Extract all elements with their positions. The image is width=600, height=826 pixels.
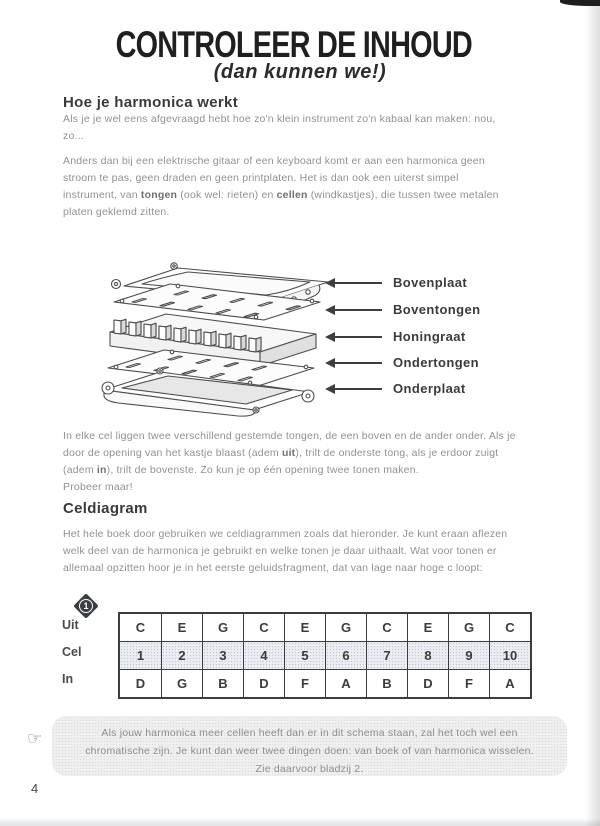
text-line: Als je je wel eens afgevraagd hebt hoe zo'n klein instrument zo'n kabaal kan maken: nou, xyxy=(63,113,496,125)
text-line: zo... xyxy=(63,130,84,142)
paragraph-reeds xyxy=(63,428,555,496)
cell-value: E xyxy=(161,614,202,641)
note-line: chromatische zijn. Je kunt dan weer twee dingen doen: van boek of van harmonica wisselen. xyxy=(85,745,534,757)
cell-value: G xyxy=(161,670,202,697)
cell-value: A xyxy=(325,670,366,697)
row-label-in: In xyxy=(62,672,74,686)
cell-value: 3 xyxy=(202,642,243,669)
arrow-onderplaat xyxy=(334,388,382,390)
row-label-uit: Uit xyxy=(62,618,79,632)
label-onderplaat: Onderplaat xyxy=(393,381,466,396)
cell-value: 2 xyxy=(161,642,202,669)
page-edge-shadow-right xyxy=(585,0,600,826)
table-row-cel xyxy=(120,641,530,669)
cell-value: D xyxy=(407,670,448,697)
cell-value: B xyxy=(202,670,243,697)
label-boventongen: Boventongen xyxy=(393,302,481,317)
cell-value: C xyxy=(489,614,530,641)
cell-value: F xyxy=(448,670,489,697)
cell-value: E xyxy=(407,614,448,641)
cell-value: 10 xyxy=(489,642,530,669)
text-line: (adem in), trilt de bovenste. Zo kun je op één opening twee tonen maken. xyxy=(63,464,419,476)
text-line: stroom te pas, geen draden en geen printplaten. Het is dan ook een uiterst simpel xyxy=(63,172,459,184)
cell-value: G xyxy=(202,614,243,641)
cell-value: E xyxy=(284,614,325,641)
label-honingraat: Honingraat xyxy=(393,329,466,344)
cell-value: F xyxy=(284,670,325,697)
text-line: In elke cel liggen twee verschillend gestemde tongen, de een boven en de ander onder. Als je xyxy=(63,430,516,442)
cell-value: G xyxy=(448,614,489,641)
table-row-uit xyxy=(120,614,530,641)
cell-value: C xyxy=(135,620,146,635)
label-bovenplaat: Bovenplaat xyxy=(393,275,468,290)
text-line: allemaal opzitten hoor je in het eerste geluidsfragment, dat van lage naar hoge c loopt: xyxy=(63,562,483,574)
text-line: door de opening van het kastje blaast (adem uit), trilt de onderste tong, als je erdoor zuigt xyxy=(63,447,499,459)
text-line: Anders dan bij een elektrische gitaar of een keyboard komt er aan een harmonica geen xyxy=(63,155,485,167)
page-number: 4 xyxy=(31,781,39,796)
text-line: instrument, van tongen (ook wel: rieten) en cellen (windkastjes), die tussen twee metalen xyxy=(63,189,499,201)
audio-fragment-number: 1 xyxy=(79,599,93,613)
cell-value: A xyxy=(489,670,530,697)
text-line: welk deel van de harmonica je gebruikt en welke tonen je daar uithaalt. Wat voor tonen er xyxy=(63,545,497,557)
cell-value: 5 xyxy=(284,642,325,669)
label-ondertongen: Ondertongen xyxy=(393,355,480,370)
paragraph-construction xyxy=(63,153,555,221)
arrow-ondertongen xyxy=(334,362,382,364)
note-line: Zie daarvoor bladzij 2. xyxy=(255,763,364,775)
text-line: Het hele boek door gebruiken we celdiagrammen zoals dat hieronder. Je kunt eraan aflezen xyxy=(63,528,508,540)
note-box xyxy=(52,716,567,776)
paragraph-intro xyxy=(63,111,555,145)
cell-value: G xyxy=(325,614,366,641)
arrow-boventongen xyxy=(334,309,382,311)
page-edge-shadow-bottom xyxy=(0,818,600,826)
page-title: CONTROLEER DE INHOUD xyxy=(115,24,472,65)
cell-value: C xyxy=(366,614,407,641)
section-heading-celdiagram: Celdiagram xyxy=(63,500,148,517)
paragraph-celdiagram xyxy=(63,526,555,577)
scan-smudge xyxy=(560,0,600,6)
cell-value: 1 xyxy=(120,642,161,669)
table-row-in xyxy=(120,669,530,697)
section-heading-how-it-works: Hoe je harmonica werkt xyxy=(63,94,238,111)
cell-value: C xyxy=(243,614,284,641)
cell-value: 6 xyxy=(325,642,366,669)
harmonica-exploded-diagram xyxy=(98,240,338,418)
cell-value: 7 xyxy=(366,642,407,669)
arrow-bovenplaat xyxy=(334,282,382,284)
pointing-hand-icon: ☞ xyxy=(27,729,43,749)
note-line: Als jouw harmonica meer cellen heeft dan er in dit schema staan, zal het toch wel een xyxy=(101,727,518,739)
page-subtitle: (dan kunnen we!) xyxy=(213,61,387,83)
cell-value: 4 xyxy=(243,642,284,669)
text-line: Probeer maar! xyxy=(63,481,133,493)
cell-value: 9 xyxy=(448,642,489,669)
cell-value: D xyxy=(135,676,146,691)
text-line: platen geklemd zitten. xyxy=(63,206,170,218)
cell-value: 8 xyxy=(407,642,448,669)
arrow-honingraat xyxy=(334,336,382,338)
cel-diagram-table xyxy=(118,612,532,699)
row-label-cel: Cel xyxy=(62,645,82,659)
cell-value: D xyxy=(243,670,284,697)
cell-value: B xyxy=(366,670,407,697)
